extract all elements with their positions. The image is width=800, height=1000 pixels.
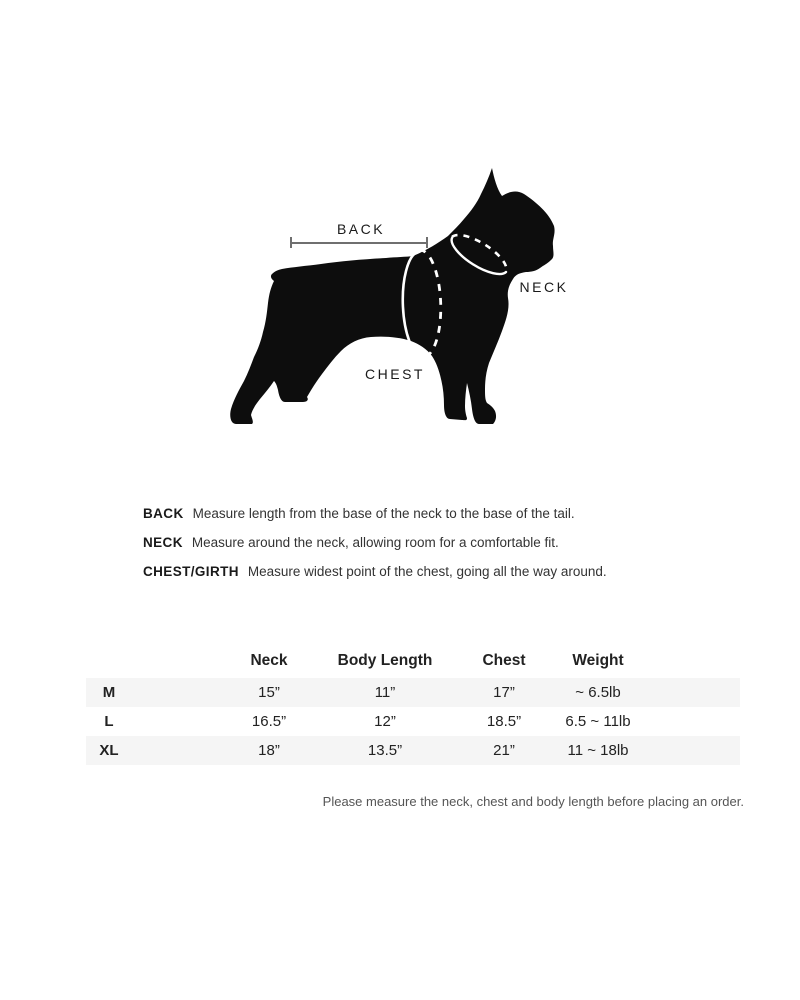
chest-column-header: Chest (482, 652, 526, 669)
instruction-neck-term: NECK (143, 535, 183, 550)
instruction-neck (143, 535, 559, 550)
neck-value-xl: 18” (258, 742, 280, 759)
weight-column-header: Weight (572, 652, 624, 669)
neck-column-header: Neck (250, 652, 288, 669)
instruction-neck-text: Measure around the neck, allowing room for a comfortable fit. (191, 535, 559, 550)
chest-label: CHEST (365, 366, 425, 382)
body-length-value-xl: 13.5” (367, 742, 403, 759)
measure-line-right-tick (426, 237, 428, 248)
body-length-value-l: 12” (374, 713, 396, 730)
size-column-header (29, 646, 189, 678)
dog-silhouette (220, 150, 580, 440)
body-length-column-header: Body Length (337, 652, 433, 669)
table-column-size (29, 646, 189, 765)
measurement-note: Please measure the neck, chest and body length before placing an order. (322, 794, 744, 809)
body-length-value-m: 11” (374, 684, 396, 701)
back-measure-line (290, 237, 428, 248)
chest-value-m: 17” (493, 684, 515, 701)
instruction-chest-text: Measure widest point of the chest, going all the way around. (247, 564, 607, 579)
weight-value-xl: 11 ~ 18lb (567, 742, 629, 759)
measure-line-bar (290, 242, 428, 244)
neck-value-l: 16.5” (251, 713, 287, 730)
neck-value-m: 15” (258, 684, 280, 701)
instruction-back-text: Measure length from the base of the neck to the base of the tail. (192, 506, 575, 521)
instruction-back (143, 506, 575, 521)
instruction-back-term: BACK (143, 506, 184, 521)
size-label-m: M (102, 684, 116, 701)
weight-value-l: 6.5 ~ 11lb (565, 713, 631, 730)
neck-label: NECK (519, 279, 569, 295)
chest-value-l: 18.5” (486, 713, 522, 730)
instruction-chest (143, 564, 607, 579)
chest-value-xl: 21” (493, 742, 515, 759)
dog-body-shape (230, 168, 554, 424)
weight-value-m: ~ 6.5lb (575, 684, 621, 701)
table-column-weight (518, 646, 678, 765)
instruction-chest-term: CHEST/GIRTH (143, 564, 239, 579)
size-label-l: L (104, 713, 114, 730)
size-table (86, 646, 740, 766)
back-label: BACK (336, 221, 386, 237)
size-label-xl: XL (99, 742, 119, 759)
